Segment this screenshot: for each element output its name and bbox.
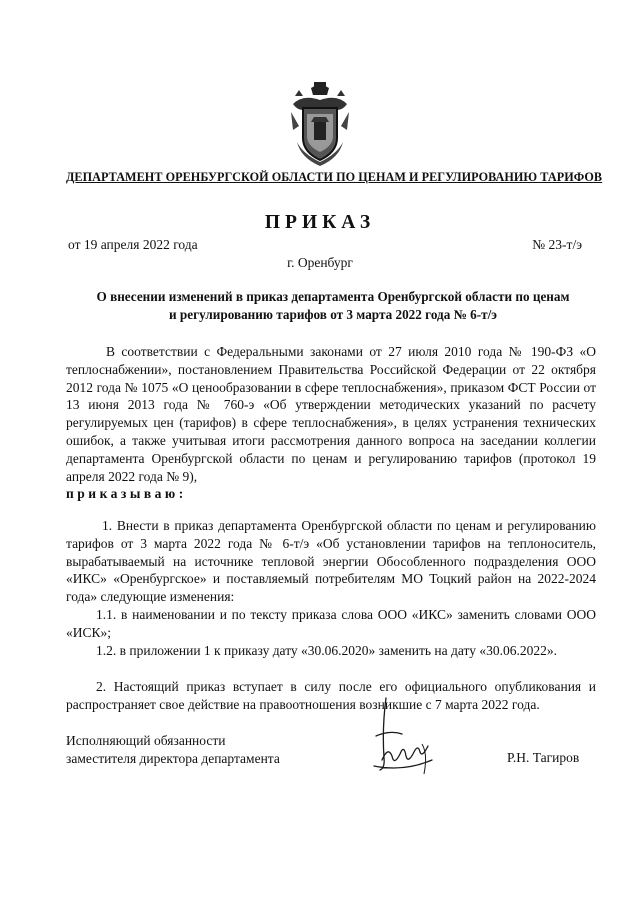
position-line-1: Исполняющий обязанности [66, 733, 226, 748]
item-1-2-paragraph: 1.2. в приложении 1 к приказу дату «30.06.2020» заменить на дату «30.06.2022». [96, 643, 557, 658]
signatory-position [66, 732, 280, 768]
coat-of-arms-emblem [289, 82, 351, 166]
order-subject [60, 288, 606, 324]
preamble-paragraph [66, 343, 596, 503]
subject-line-2: и регулированию тарифов от 3 марта 2022 года № 6-т/э [169, 307, 497, 322]
document-title: ПРИКАЗ [264, 212, 376, 233]
item-2-paragraph: 2. Настоящий приказ вступает в силу после его официального опубликования и распространяет свое действие на правоотношения возникшие с 7 марта 2022 года. [66, 679, 596, 712]
order-city: г. Оренбург [287, 255, 353, 270]
subject-line-1: О внесении изменений в приказ департамента Оренбургской области по ценам [96, 289, 570, 304]
handwritten-signature [366, 696, 436, 784]
prikazyvayu-word: приказываю: [66, 486, 187, 502]
order-number: № 23-т/э [532, 237, 582, 252]
signatory-name: Р.Н. Тагиров [507, 750, 580, 765]
order-date: от 19 апреля 2022 года [68, 237, 198, 252]
item-1-1-paragraph: 1.1. в наименовании и по тексту приказа слова ООО «ИКС» заменить словами ООО «ИСК»; [66, 607, 596, 640]
position-line-2: заместителя директора департамента [66, 751, 280, 766]
department-header: ДЕПАРТАМЕНТ ОРЕНБУРГСКОЙ ОБЛАСТИ ПО ЦЕНАМ И РЕГУЛИРОВАНИЮ ТАРИФОВ [66, 170, 603, 184]
item-1-paragraph: 1. Внести в приказ департамента Оренбургской области по ценам и регулированию тарифов от 3 марта 2022 года № 6-т/э «Об установлении тарифов на теплоноситель, вырабатываемый на источнике тепловой энергии Обособленного подразделения ООО «ИКС» «Оренбургское» и поставляемый потребителям МО Тоцкий район на 2022-2024 года» следующие изменения: [66, 518, 596, 605]
preamble-text: В соответствии с Федеральными законами от 27 июля 2010 года № 190-ФЗ «О теплоснабжении», постановлением Правительства Российской Федерации от 22 октября 2012 года № 1075 «О ценообразовании в сфере теплоснабжения», приказом ФСТ России от 13 июня 2013 года № 760-э «Об утверждении методических указаний по расчету регулируемых цен (тарифов) в сфере теплоснабжения», в целях устранения технических ошибок, а также учитывая итоги рассмотрения данного вопроса на заседании коллегии департамента Оренбургской области по ценам и регулированию тарифов (протокол 19 апреля 2022 года № 9), [66, 344, 596, 484]
